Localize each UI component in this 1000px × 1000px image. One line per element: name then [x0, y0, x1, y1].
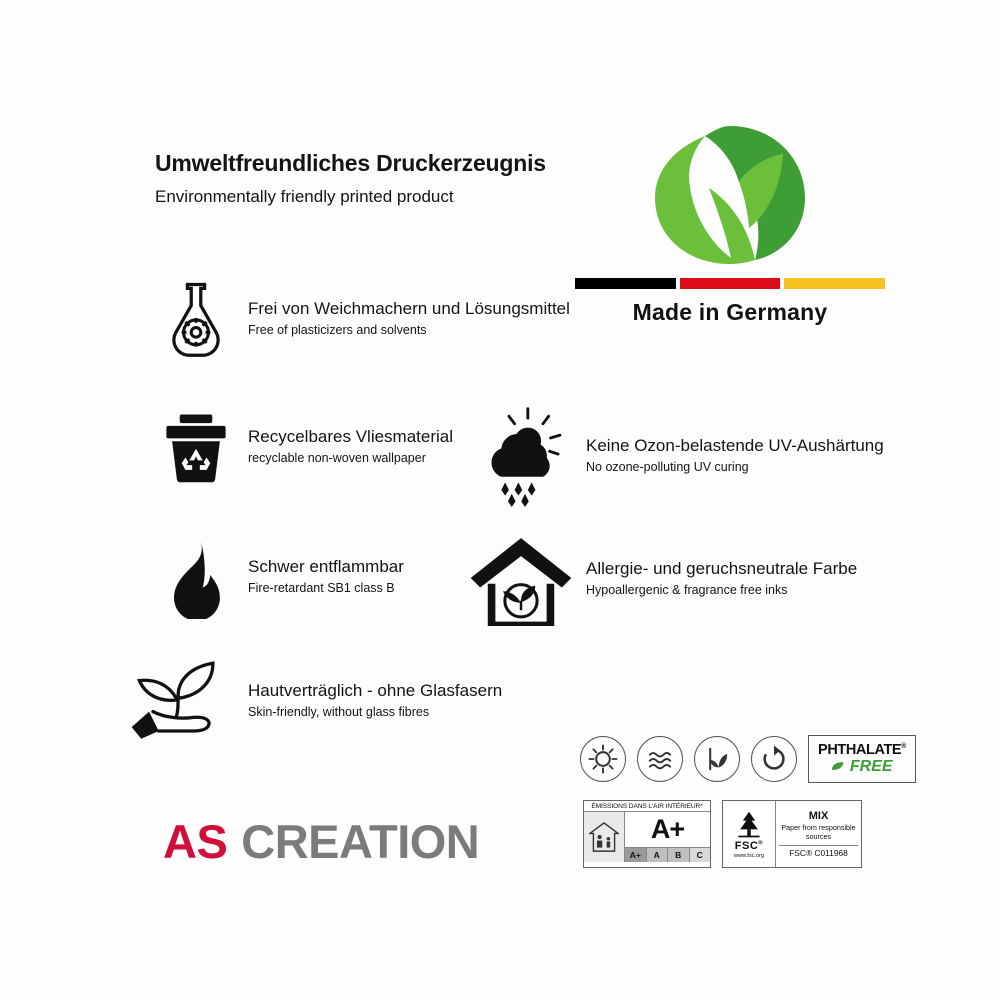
certification-icon-row [580, 735, 916, 783]
feature-label-de: Allergie- und geruchsneutrale Farbe [586, 559, 858, 579]
fsc-mix-label: MIX [808, 810, 829, 823]
feature-label-en: recyclable non-woven wallpaper [248, 450, 426, 465]
page-title: Umweltfreundliches Druckerzeugnis [155, 150, 546, 176]
feature-label-de: Recycelbares Vliesmaterial [248, 427, 454, 447]
feature-label-en: Fire-retardant SB1 class B [248, 580, 395, 595]
feature-text [586, 435, 884, 474]
emissions-scale [625, 847, 710, 862]
feature-text [586, 558, 857, 597]
fsc-url: www.fsc.org [733, 852, 765, 859]
feature-skin-friendly [118, 650, 518, 750]
phthalate-free-badge [808, 735, 916, 783]
page-title-block [155, 150, 605, 207]
emissions-grade: A+ [650, 814, 685, 844]
feature-label-en: No ozone-polluting UV curing [586, 459, 749, 474]
feature-text [248, 556, 404, 595]
scale-step: B [668, 848, 690, 862]
house-people-icon [584, 812, 625, 862]
flag-stripe-gold [784, 278, 885, 289]
brand-creation: CREATION [241, 815, 480, 868]
feature-label-de: Hautverträglich - ohne Glasfasern [248, 681, 503, 701]
fsc-info [776, 801, 861, 867]
indoor-air-emissions-badge [583, 800, 711, 868]
emissions-label: ÉMISSIONS DANS L'AIR INTÉRIEUR* [584, 801, 710, 812]
fsc-tree-mark [723, 801, 776, 867]
scale-step: A+ [625, 848, 647, 862]
recycle-bin-icon [150, 400, 242, 492]
scale-step: C [690, 848, 711, 862]
feature-text [248, 426, 453, 465]
feature-label-de: Frei von Weichmachern und Lösungsmittel [248, 299, 570, 319]
flag-stripe-red [680, 278, 781, 289]
scale-step: A [647, 848, 669, 862]
phthalate-line1: PHTHALATE® [818, 741, 906, 758]
page-subtitle: Environmentally friendly printed product [155, 187, 454, 206]
feature-label-en: Hypoallergenic & fragrance free inks [586, 582, 788, 597]
phthalate-registered-mark: ® [901, 742, 906, 750]
flask-gear-icon [150, 272, 242, 364]
fsc-tree-icon [731, 810, 767, 840]
feature-plasticizer-free [150, 272, 570, 364]
feature-label-en: Skin-friendly, without glass fibres [248, 704, 430, 719]
leaf-mini-icon [831, 761, 845, 772]
flag-stripe-black [575, 278, 676, 289]
brush-leaf-icon [694, 736, 740, 782]
feature-label-de: Schwer entflammbar [248, 557, 404, 577]
fsc-label: FSC® [734, 839, 764, 852]
feature-text [248, 298, 570, 337]
eco-leaf-logo-icon [645, 118, 815, 268]
emissions-grade-block [625, 812, 710, 862]
phthalate-line2: FREE [831, 759, 892, 775]
german-flag-bar [575, 278, 885, 289]
fsc-code: FSC® C011968 [779, 845, 858, 858]
emissions-badge-body [584, 812, 710, 862]
made-in-germany-block [565, 118, 895, 326]
recycle-arrow-icon [751, 736, 797, 782]
feature-no-ozone-uv [470, 400, 910, 510]
flame-icon [150, 530, 242, 622]
feature-text [248, 680, 502, 719]
feature-recyclable [150, 400, 480, 492]
hand-sprout-icon [118, 650, 242, 750]
waves-icon [637, 736, 683, 782]
sun-icon [580, 736, 626, 782]
feature-hypoallergenic [462, 528, 902, 628]
fsc-description: Paper from responsible sources [781, 823, 856, 841]
brand-as: AS [163, 815, 228, 868]
fsc-badge [722, 800, 862, 868]
feature-fire-retardant [150, 530, 480, 622]
feature-label-de: Keine Ozon-belastende UV-Aushärtung [586, 436, 884, 456]
feature-label-en: Free of plasticizers and solvents [248, 322, 427, 337]
made-in-germany-label: Made in Germany [632, 299, 828, 325]
sun-cloud-rain-icon [470, 400, 580, 510]
brand-logo [163, 815, 480, 868]
house-leaf-icon [462, 528, 580, 628]
